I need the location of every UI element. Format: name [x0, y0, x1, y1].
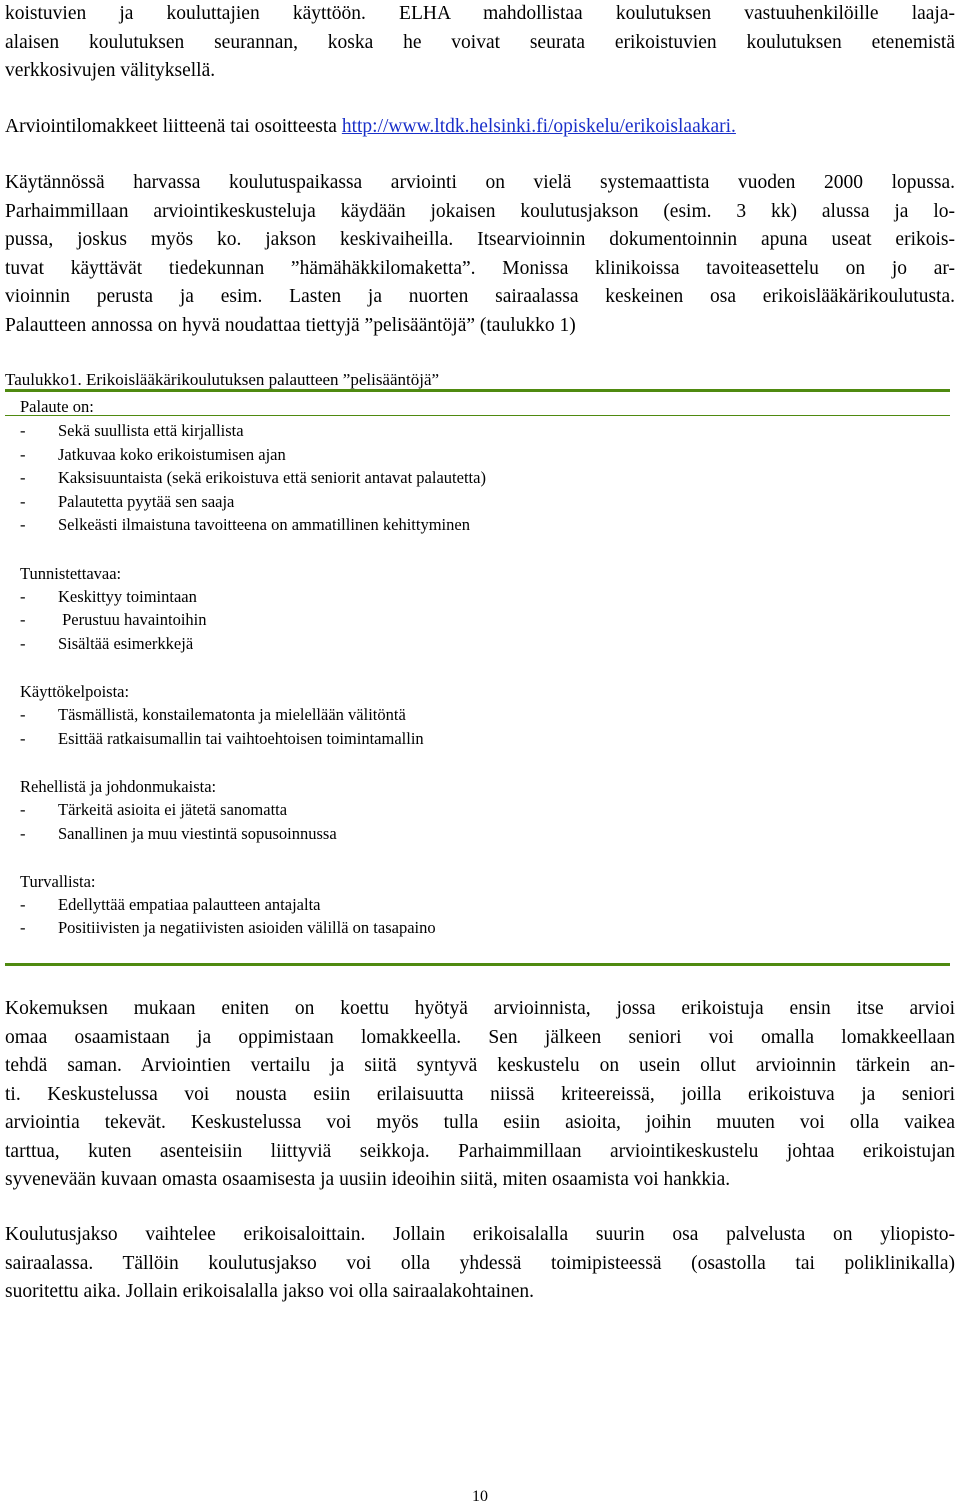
- practice-line-1: Käytännössä harvassa koulutuspaikassa arviointi on vielä systemaattista vuoden 2000 lopussa.: [5, 172, 955, 193]
- forms-paragraph: [5, 113, 955, 142]
- table-header-rule: [5, 415, 950, 416]
- experience-line-3: tehdä saman. Arviointien vertailu ja siitä syntyvä keskustelu on usein ollut arvioinnin tärkein an-: [5, 1055, 955, 1076]
- experience-line-6: tarttua, kuten asenteisiin liittyviä seikkoja. Parhaimmillaan arviointikeskustelu johtaa erikoistujan: [5, 1140, 955, 1162]
- list-item: - Perustuu havaintoihin: [20, 610, 207, 629]
- rotation-paragraph: [5, 1221, 955, 1307]
- practice-line-3: pussa, joskus myös ko. jakson keskivaiheilla. Itsearvioinnin dokumentoinnin apuna useat erikois-: [5, 229, 955, 250]
- experience-paragraph: [5, 995, 955, 1195]
- list-item: - Keskittyy toimintaan: [20, 587, 197, 606]
- forms-link[interactable]: http://www.ltdk.helsinki.fi/opiskelu/erikoislaakari.: [341, 116, 736, 137]
- list-item: - Edellyttää empatiaa palautteen antajalta: [20, 895, 321, 914]
- experience-line-7: syvenevään kuvaan omasta osaamisesta ja uusiin ideoihin siitä, miten osaamista voi hankkia.: [5, 1169, 731, 1190]
- group-heading: Turvallista:: [20, 872, 96, 891]
- intro-paragraph: [5, 0, 955, 86]
- list-item: - Selkeästi ilmaistuna tavoitteena on ammatillinen kehittyminen: [20, 515, 470, 534]
- experience-line-2: omaa osaamistaan ja oppimistaan lomakkeella. Sen jälkeen seniori voi omalla lomakkeellaan: [5, 1026, 955, 1048]
- list-item: - Positiivisten ja negatiivisten asioiden välillä on tasapaino: [20, 918, 436, 937]
- table-caption: [5, 370, 439, 390]
- group-heading: Tunnistettavaa:: [20, 564, 122, 583]
- experience-line-5: arviointia tekevät. Keskustelussa voi myös tulla esiin asioita, joihin muuten voi olla vaikea: [5, 1112, 955, 1133]
- list-item: - Esittää ratkaisumallin tai vaihtoehtoisen toimintamallin: [20, 729, 424, 748]
- intro-line-3: verkkosivujen välityksellä.: [5, 60, 216, 81]
- rotation-line-1: Koulutusjakso vaihtelee erikoisaloittain. Jollain erikoisalalla suurin osa palvelusta on yliopisto-: [5, 1224, 955, 1245]
- group-heading: Palaute on:: [20, 397, 94, 416]
- table-top-rule: [5, 389, 950, 392]
- rotation-line-2: sairaalassa. Tällöin koulutusjakso voi olla yhdessä toimipisteessä (osastolla tai poliklinikalla): [5, 1252, 955, 1274]
- table-caption-label: Taulukko1.: [5, 370, 82, 389]
- list-item: - Palautetta pyytää sen saaja: [20, 492, 235, 511]
- forms-line: [5, 113, 955, 142]
- list-item: - Sanallinen ja muu viestintä sopusoinnussa: [20, 824, 337, 843]
- list-item: - Tärkeitä asioita ei jätetä sanomatta: [20, 800, 288, 819]
- experience-line-1: Kokemuksen mukaan eniten on koettu hyötyä arvioinnista, jossa erikoistuja ensin itse arvioi: [5, 998, 955, 1019]
- practice-line-2: Parhaimmillaan arviointikeskusteluja käydään jokaisen koulutusjakson (esim. 3 kk) alussa ja lo-: [5, 200, 955, 222]
- table-bottom-rule: [5, 963, 950, 966]
- intro-line-2: alaisen koulutuksen seurannan, koska he voivat seurata erikoistuvien koulutuksen etenemistä: [5, 31, 955, 53]
- list-item: - Täsmällistä, konstailematonta ja mielellään välitöntä: [20, 705, 406, 724]
- practice-line-5: vioinnin perusta ja esim. Lasten ja nuorten sairaalassa keskeinen osa erikoislääkärikoulutusta.: [5, 286, 955, 307]
- group-heading: Käyttökelpoista:: [20, 682, 130, 701]
- list-item: - Kaksisuuntaista (sekä erikoistuva että seniorit antavat palautetta): [20, 468, 486, 487]
- list-item: - Jatkuvaa koko erikoistumisen ajan: [20, 445, 286, 464]
- table-caption-text: Erikoislääkärikoulutuksen palautteen ”pelisääntöjä”: [81, 370, 440, 389]
- practice-paragraph: [5, 169, 955, 340]
- group-heading: Rehellistä ja johdonmukaista:: [20, 777, 217, 796]
- rotation-line-3: suoritettu aika. Jollain erikoisalalla jakso voi olla sairaalakohtainen.: [5, 1281, 535, 1302]
- forms-text: Arviointilomakkeet liitteenä tai osoitteesta: [5, 116, 342, 137]
- practice-line-6: Palautteen annossa on hyvä noudattaa tiettyjä ”pelisääntöjä” (taulukko 1): [5, 314, 576, 336]
- list-item: - Sisältää esimerkkejä: [20, 634, 194, 653]
- list-item: - Sekä suullista että kirjallista: [20, 421, 244, 440]
- experience-line-4: ti. Keskustelussa voi nousta esiin erilaisuutta niissä kriteereissä, joilla erikoistuva ja seniori: [5, 1083, 955, 1105]
- page-number: 10: [472, 1488, 488, 1505]
- practice-line-4: tuvat käyttävät tiedekunnan ”hämähäkkilomaketta”. Monissa klinikoissa tavoiteasettelu on jo ar-: [5, 257, 955, 279]
- intro-line-1: koistuvien ja kouluttajien käyttöön. ELHA mahdollistaa koulutuksen vastuuhenkilöille laaja-: [5, 3, 955, 24]
